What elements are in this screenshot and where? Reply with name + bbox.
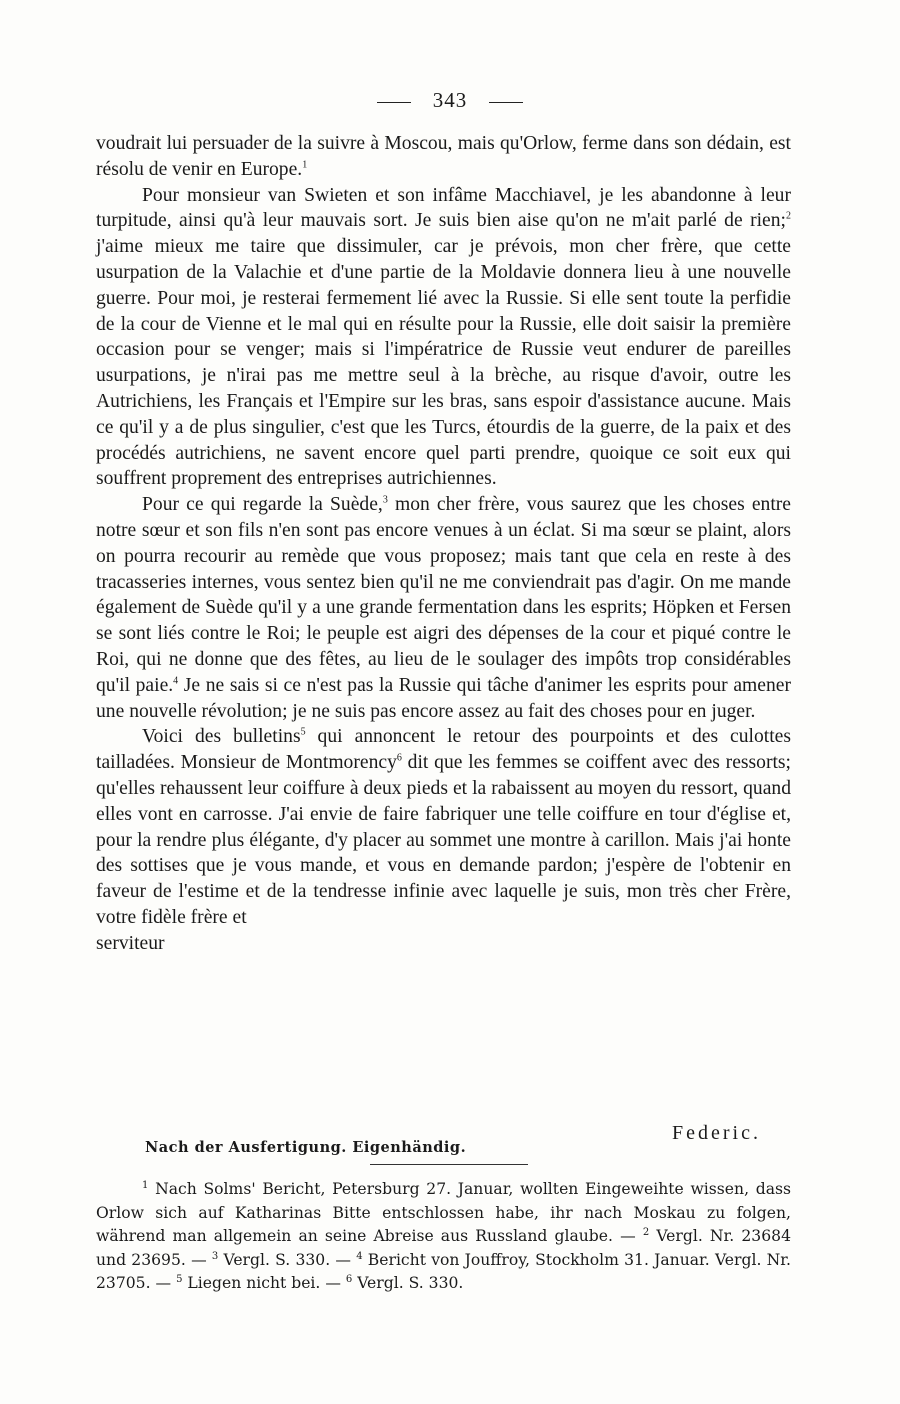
- footnote-text-4: Bericht von Jouffroy, Stockholm 31. Januar. Vergl. Nr. 23705. —: [96, 1250, 791, 1292]
- footnote-ref-1: 1: [302, 159, 308, 171]
- footnote-ref-6: 6: [396, 752, 402, 764]
- paragraph-3-text-a: Pour ce qui regarde la Suède,: [142, 494, 383, 516]
- closing-line: [96, 931, 791, 955]
- footnote-text-5: Liegen nicht bei. —: [182, 1274, 346, 1292]
- source-note: Nach der Ausfertigung. Eigenhändig.: [145, 1139, 467, 1156]
- paragraph-4-text-c: dit que les femmes se coiffent avec des ressorts; qu'elles rehaussent leur coiffure à deux pieds et la rabaissent au moyen du ressort, quand elles vont en carrosse. J'ai envie de faire fabriquer une telle coiffure en tour d'église et, pour la rendre plus élégante, d'y placer au sommet une montre à carillon. Mais j'ai honte des sottises que je vous mande, et vous en demande pardon; j'espère de l'obtenir en faveur de l'estime et de la tendresse infinie avec laquelle je suis, mon très cher Frère, votre fidèle frère et: [96, 752, 791, 928]
- paragraph-4-text-a: Voici des bulletins: [142, 726, 301, 748]
- footnote-text-1: Nach Solms' Bericht, Petersburg 27. Januar, wollten Eingeweihte wissen, dass Orlow sich auf Katharinas Bitte entschlossen habe, ihr nach Moskau zu folgen, während man allgemein an seine Abreise aus Russland glaube. —: [96, 1180, 791, 1245]
- footnote-separator: [370, 1164, 528, 1165]
- footnote-text-2: Vergl. Nr. 23684 und 23695. —: [96, 1227, 791, 1269]
- paragraph-2-text-b: j'aime mieux me taire que dissimuler, car je prévois, mon cher frère, que cette usurpation de la Valachie et d'une partie de la Moldavie donnera lieu à une nouvelle guerre. Pour moi, je resterai fermement lié avec la Russie. Si elle sent toute la perfidie de la cour de Vienne et le mal qui en résulte pour la Russie, elle doit saisir la première occasion pour se venger; mais si l'impératrice de Russie veut endurer de pareilles usurpations, je n'irai pas me mettre seul à la brèche, au risque d'avoir, outre les Autrichiens, les Français et l'Empire sur les bras, sans espoir d'assistance aucune. Mais ce qu'il y a de plus singulier, c'est que les Turcs, étourdis de la guerre, de la paix et des procédés autrichiens, ne savent encore quel parti prendre, quoique ce soit eux qui souffrent proprement des entreprises autrichiennes.: [96, 236, 791, 490]
- paragraph-4-text-b: qui annoncent le retour des pourpoints et des culottes tailladées. Monsieur de Montmorency: [96, 726, 791, 774]
- footnote-marker-6: 6: [345, 1273, 353, 1285]
- paragraph-3-text-b: mon cher frère, vous saurez que les choses entre notre sœur et son fils n'en sont pas encore venues à un éclat. Si ma sœur se plaint, alors on pourra recourir au remède que vous proposez; mais tant que cela en reste à des tracasseries internes, vous sentez bien qu'il ne me conviendrait pas d'agir. On me mande également de Suède qu'il y a une grande fermentation dans les esprits; Höpken et Fersen se sont liés contre le Roi; le peuple est aigri des dépenses de la cour et piqué contre le Roi, qui ne donne que des fêtes, au lieu de le soulager des impôts trop considérables qu'il paie.: [96, 494, 791, 696]
- footnote-marker-3: 3: [211, 1250, 219, 1262]
- closing-word: serviteur: [96, 932, 165, 954]
- footnote-marker-5: 5: [176, 1273, 183, 1285]
- footnote-ref-3: 3: [382, 494, 388, 506]
- paragraph-1-text: voudrait lui persuader de la suivre à Moscou, mais qu'Orlow, ferme dans son dédain, est résolu de venir en Europe.: [96, 133, 791, 180]
- footnote-ref-4: 4: [173, 675, 179, 687]
- footnote-marker-4: 4: [356, 1250, 363, 1262]
- page-header: [0, 88, 900, 113]
- footnote-ref-2: 2: [786, 210, 791, 222]
- header-rule-left: [377, 102, 411, 103]
- paragraph-1: [96, 131, 791, 183]
- footnote-text-6: Vergl. S. 330.: [352, 1274, 464, 1292]
- footnote-marker-1: 1: [142, 1179, 149, 1191]
- footnotes: [96, 1178, 791, 1296]
- paragraph-4: [96, 724, 791, 930]
- footnote-marker-2: 2: [642, 1226, 650, 1238]
- paragraph-2-text-a: Pour monsieur van Swieten et son infâme Macchiavel, je les abandonne à leur turpitude, ainsi qu'à leur mauvais sort. Je suis bien aise qu'on ne m'ait parlé de rien;: [96, 184, 791, 232]
- letter-body: [96, 131, 791, 955]
- paragraph-3-text-c: Je ne sais si ce n'est pas la Russie qui tâche d'animer les esprits pour amener une nouvelle révolution; je ne suis pas encore assez au fait des choses pour en juger.: [96, 674, 791, 722]
- signature: Federic.: [672, 1122, 761, 1144]
- footnote-text-3: Vergl. S. 330. —: [218, 1250, 357, 1269]
- footnote-ref-5: 5: [300, 726, 306, 738]
- page-number: 343: [432, 88, 468, 112]
- footnote-block: [96, 1178, 791, 1296]
- header-rule-right: [489, 102, 523, 103]
- paragraph-2: [96, 183, 791, 493]
- paragraph-3: [96, 492, 791, 724]
